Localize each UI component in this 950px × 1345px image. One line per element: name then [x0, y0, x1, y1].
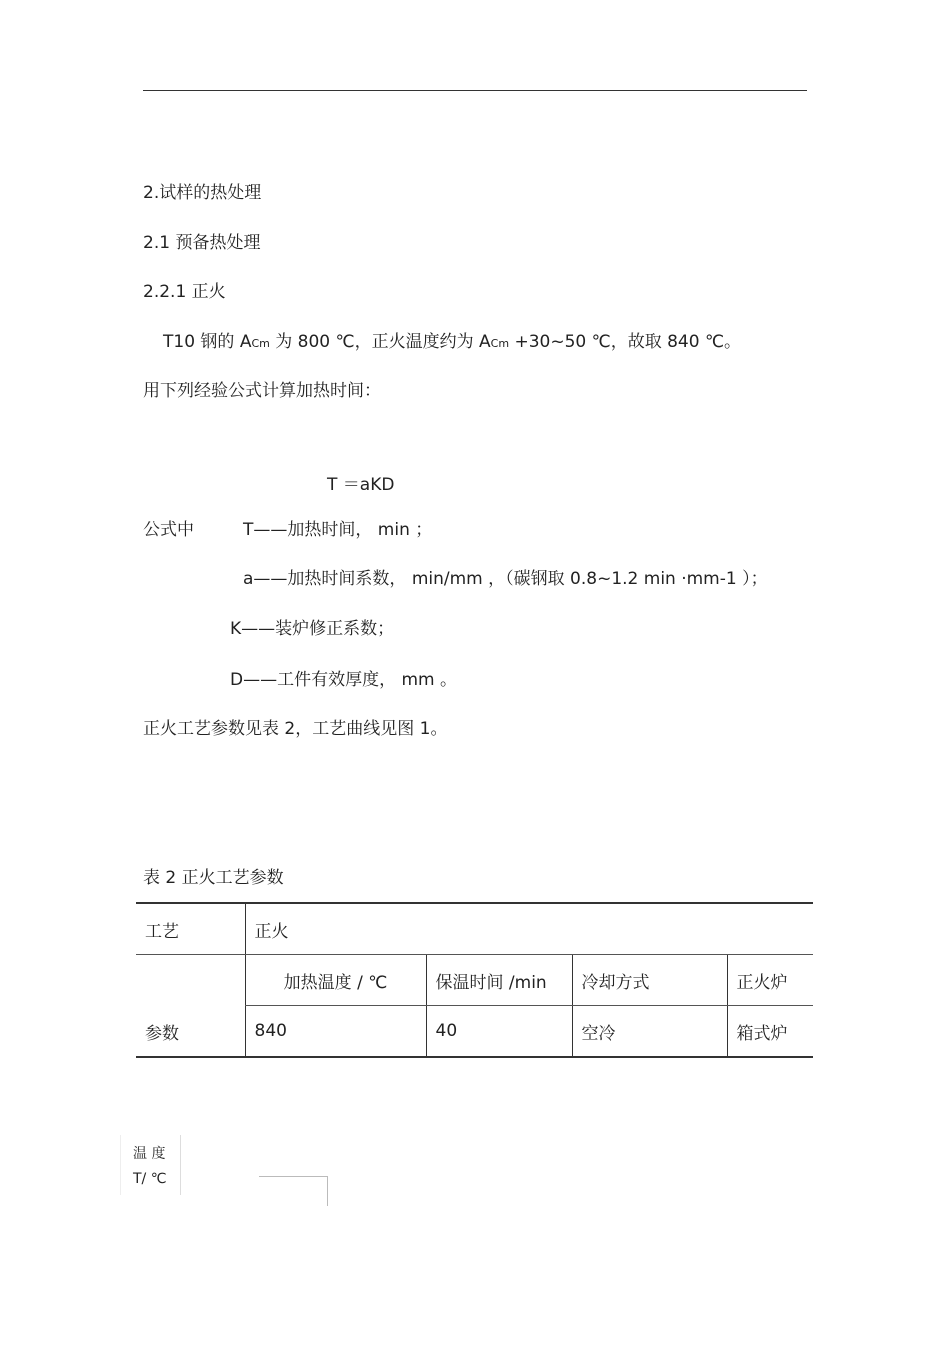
- subscript-cm-1: Cm: [251, 337, 270, 350]
- table-header-furnace: 正火炉: [727, 955, 813, 1006]
- table-row: [136, 955, 813, 1006]
- definition-label: 公式中: [143, 520, 194, 540]
- subscript-cm-2: Cm: [490, 337, 510, 350]
- table-cell-furnace: 箱式炉: [727, 1006, 813, 1058]
- section-heading-2-2-1: 2.2.1 正火: [143, 282, 226, 302]
- paragraph-table-reference: 正火工艺参数见表 2，工艺曲线见图 1。: [143, 719, 448, 739]
- header-rule: [143, 90, 807, 91]
- paragraph-formula-intro: 用下列经验公式计算加热时间：: [143, 381, 381, 401]
- table-header-holding-time: 保温时间 /min: [426, 955, 572, 1006]
- table-row: [136, 903, 813, 955]
- figure-curve-top-segment: [259, 1176, 327, 1177]
- definition-t: T——加热时间， min ；: [243, 520, 433, 540]
- paragraph-acm-part1: T10 钢的 A: [163, 332, 252, 352]
- figure-y-axis: [180, 1135, 181, 1195]
- figure-curve-vertical-segment: [327, 1176, 328, 1206]
- table-header-heating-temp: 加热温度 / ℃: [245, 955, 426, 1006]
- table-cell-cooling-method: 空冷: [572, 1006, 727, 1058]
- paragraph-acm-part3: +30~50 ℃，故取 840 ℃。: [509, 332, 742, 352]
- definition-a: a——加热时间系数， min/mm ，（碳钢取 0.8~1.2 min ·mm-1 ）；: [243, 569, 768, 589]
- definition-k: K——装炉修正系数；: [230, 619, 395, 639]
- normalizing-parameters-table: [136, 902, 813, 1058]
- section-heading-2-1: 2.1 预备热处理: [143, 233, 261, 253]
- section-heading-2: 2.试样的热处理: [143, 183, 262, 203]
- definition-d: D——工件有效厚度， mm 。: [230, 670, 458, 690]
- paragraph-acm-part2: 为 800 ℃，正火温度约为 A: [269, 332, 491, 352]
- figure-ylabel-line2: T/ ℃: [133, 1171, 167, 1187]
- formula: T ＝aKD: [327, 475, 395, 495]
- table-cell-heating-temp: 840: [245, 1006, 426, 1058]
- table-cell-holding-time: 40: [426, 1006, 572, 1058]
- figure-left-border: [120, 1135, 121, 1195]
- table-cell-parameters-label: 参数: [136, 955, 245, 1058]
- table-caption: 表 2 正火工艺参数: [143, 868, 284, 888]
- paragraph-acm: [163, 334, 741, 351]
- table-header-cooling-method: 冷却方式: [572, 955, 727, 1006]
- table-cell-process-value: 正火: [245, 903, 813, 955]
- figure-ylabel-line1: 温 度: [133, 1146, 166, 1162]
- table-cell-process-label: 工艺: [136, 903, 245, 955]
